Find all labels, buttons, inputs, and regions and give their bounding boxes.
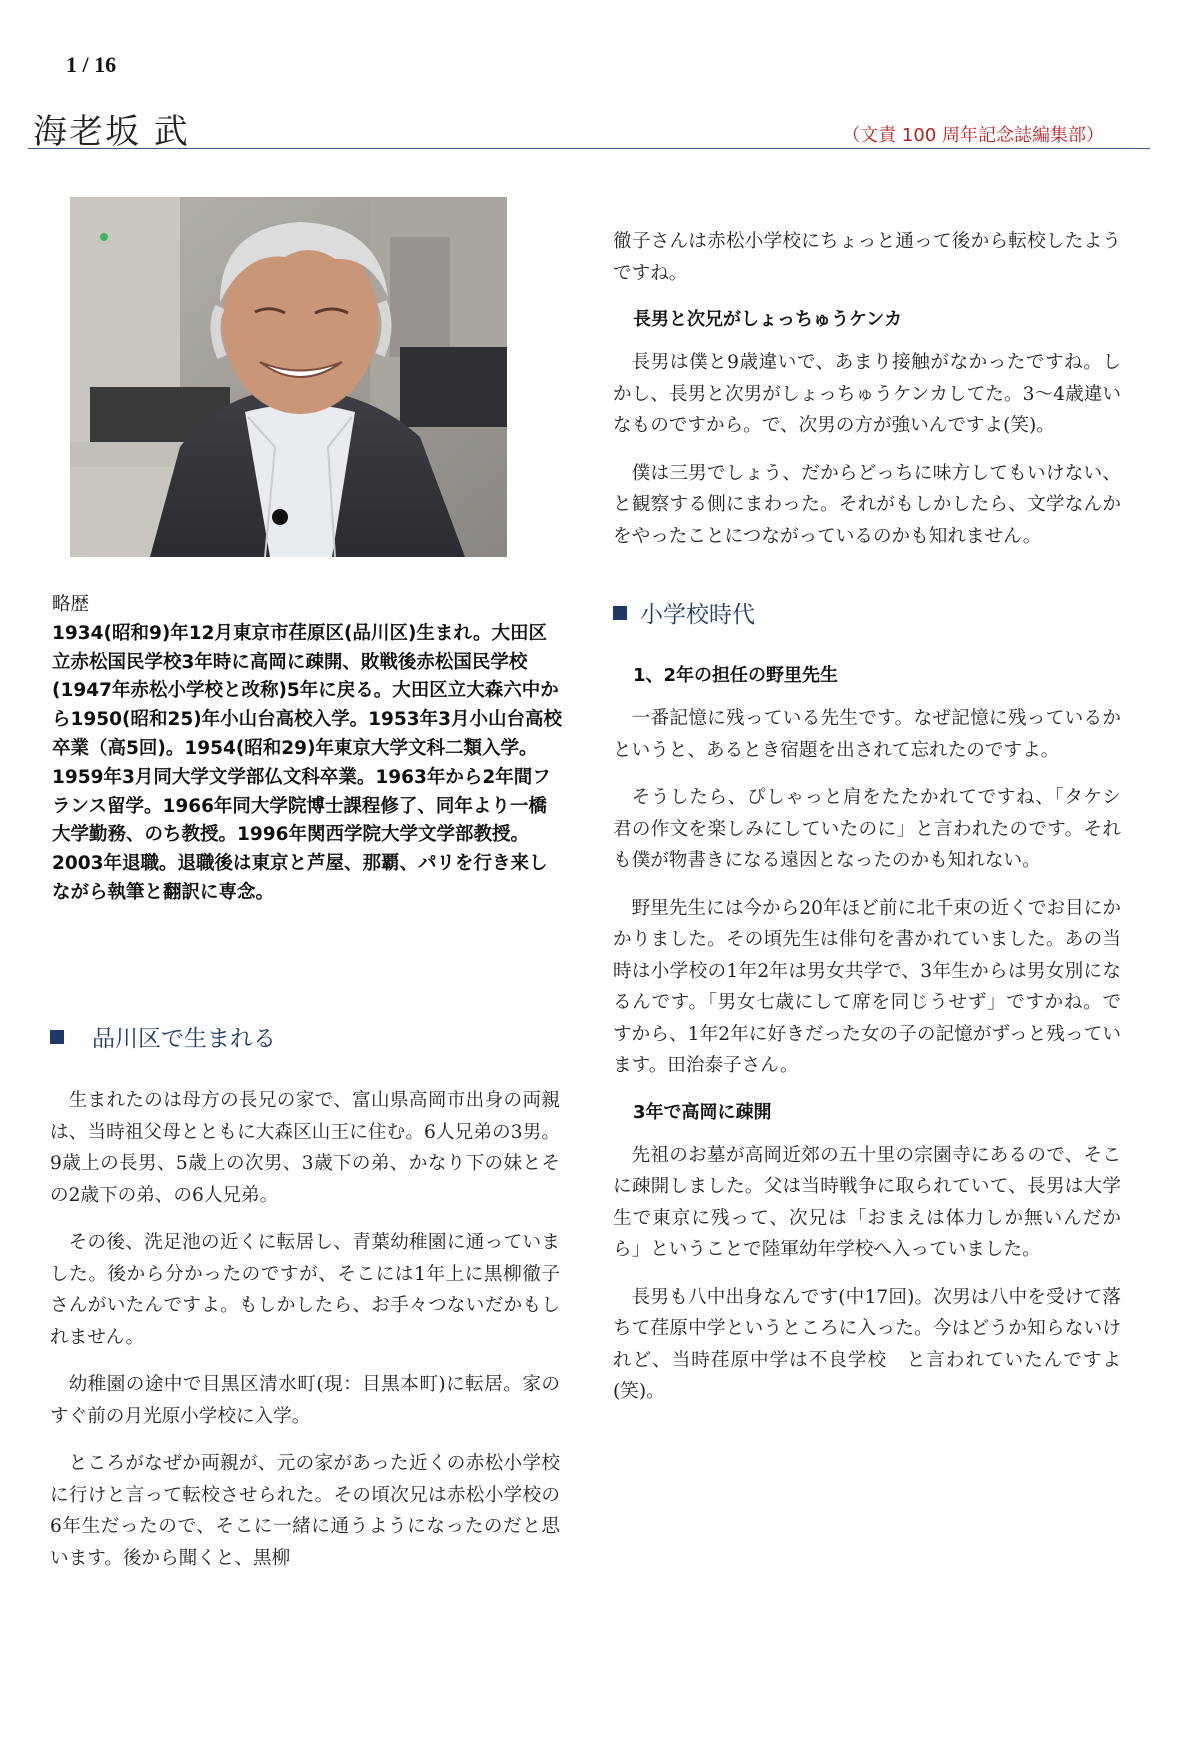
- paragraph: そうしたら、ぴしゃっと肩をたたかれてですね、「タケシ君の作文を楽しみにしていたのに」と言われたのです。それも僕が物書きになる遠因となったのかも知れない。: [613, 787, 1121, 871]
- bio-heading: 略歴: [52, 594, 90, 615]
- credit-note: （文責 100 周年記念誌編集部）: [842, 125, 1104, 146]
- paragraph: 僕は三男でしょう、だからどっちに味方してもいけない、と観察する側にまわった。それがもしかしたら、文学なんかをやったことにつながっているのかも知れません。: [613, 462, 1121, 547]
- paragraph: 先祖のお墓が高岡近郊の五十里の宗園寺にあるので、そこに疎開しました。父は当時戦争に取られていて、長男は大学生で東京に残って、次兄は「おまえは体力しか無いんだから」ということで陸軍幼年学校へ入っていました。: [613, 1144, 1121, 1260]
- section-title: 品川区で生まれる: [92, 1026, 276, 1052]
- section-title: 小学校時代: [640, 602, 755, 628]
- subheading-teacher: 1、2年の担任の野里先生: [633, 665, 839, 686]
- paragraph-continued: 徹子さんは赤松小学校にちょっと通って後から転校したようですね。: [613, 231, 1121, 284]
- paragraph: その後、洗足池の近くに転居し、青葉幼稚園に通っていました。後から分かったのですが、そこには1年上に黒柳徹子さんがいたんですよ。もしかしたら、お手々つないだかもしれません。: [50, 1232, 560, 1348]
- subheading-evacuation: 3年で高岡に疎開: [633, 1101, 772, 1123]
- portrait-photo: [70, 197, 507, 557]
- paragraph: 幼稚園の途中で目黒区清水町(現：目黒本町)に転居。家のすぐ前の月光原小学校に入学。: [50, 1374, 560, 1427]
- paragraph: 野里先生には今から20年ほど前に北千束の近くでお目にかかりました。その頃先生は俳句を書かれていました。あの当時は小学校の1年2年は男女共学で、3年生からは男女別になるんです。「男女七歳にして席を同じうせず」ですかね。ですから、1年2年に好きだった女の子の記憶がずっと残っています。田治泰子さん。: [613, 897, 1121, 1076]
- paragraph: 長男は僕と9歳違いで、あまり接触がなかったですね。しかし、長男と次男がしょっちゅうケンカしてた。3～4歳違いなものですから。で、次男の方が強いんですよ(笑)。: [613, 352, 1121, 436]
- section-heading-shinagawa: [50, 1020, 560, 1053]
- bio-text: 1934(昭和9)年12月東京市荏原区(品川区)生まれ。大田区立赤松国民学校3年時に高岡に疎開、敗戦後赤松国民学校(1947年赤松小学校と改称)5年に戻る。大田区立大森六中から1950(昭和25)年小山台高校入学。1953年3月小山台高校卒業（高5回)。1954(昭和29)年東京大学文科二類入学。1959年3月同大学文学部仏文科卒業。1963年から2年間フランス留学。1966年同大学院博士課程修了、同年より一橋大学勤務、のち教授。1996年関西学院大学文学部教授。2003年退職。退職後は東京と芦屋、那覇、パリを行き来しながら執筆と翻訳に専念。: [52, 622, 563, 903]
- square-bullet-icon: [613, 606, 627, 620]
- left-column: [50, 1020, 560, 1590]
- page-number: 1 / 16: [66, 52, 117, 77]
- right-column: [613, 226, 1121, 1424]
- paragraph: 一番記憶に残っている先生です。なぜ記憶に残っているかというと、あるとき宿題を出されて忘れたのですよ。: [613, 708, 1121, 761]
- header-rule: [28, 148, 1150, 149]
- portrait-illustration: [70, 197, 507, 557]
- page-title: 海老坂 武: [33, 112, 190, 152]
- square-bullet-icon: [50, 1030, 64, 1044]
- paragraph: 生まれたのは母方の長兄の家で、富山県高岡市出身の両親は、当時祖父母とともに大森区山王に住む。6人兄弟の3男。9歳上の長男、5歳上の次男、3歳下の弟、かなり下の妹とその2歳下の弟、の6人兄弟。: [50, 1090, 560, 1206]
- biography: [52, 591, 562, 908]
- paragraph: ところがなぜか両親が、元の家があった近くの赤松小学校に行けと言って転校させられた。その頃次兄は赤松小学校の6年生だったので、そこに一緒に通うようになったのだと思います。後から聞くと、黒柳: [50, 1453, 560, 1569]
- section-heading-elementary: [613, 596, 1121, 629]
- paragraph: 長男も八中出身なんです(中17回)。次男は八中を受けて落ちて荏原中学というところに入った。今はどうか知らないけれど、当時荏原中学は不良学校 と言われていたんですよ(笑)。: [613, 1286, 1121, 1402]
- subheading-brothers: 長男と次兄がしょっちゅうケンカ: [633, 309, 903, 330]
